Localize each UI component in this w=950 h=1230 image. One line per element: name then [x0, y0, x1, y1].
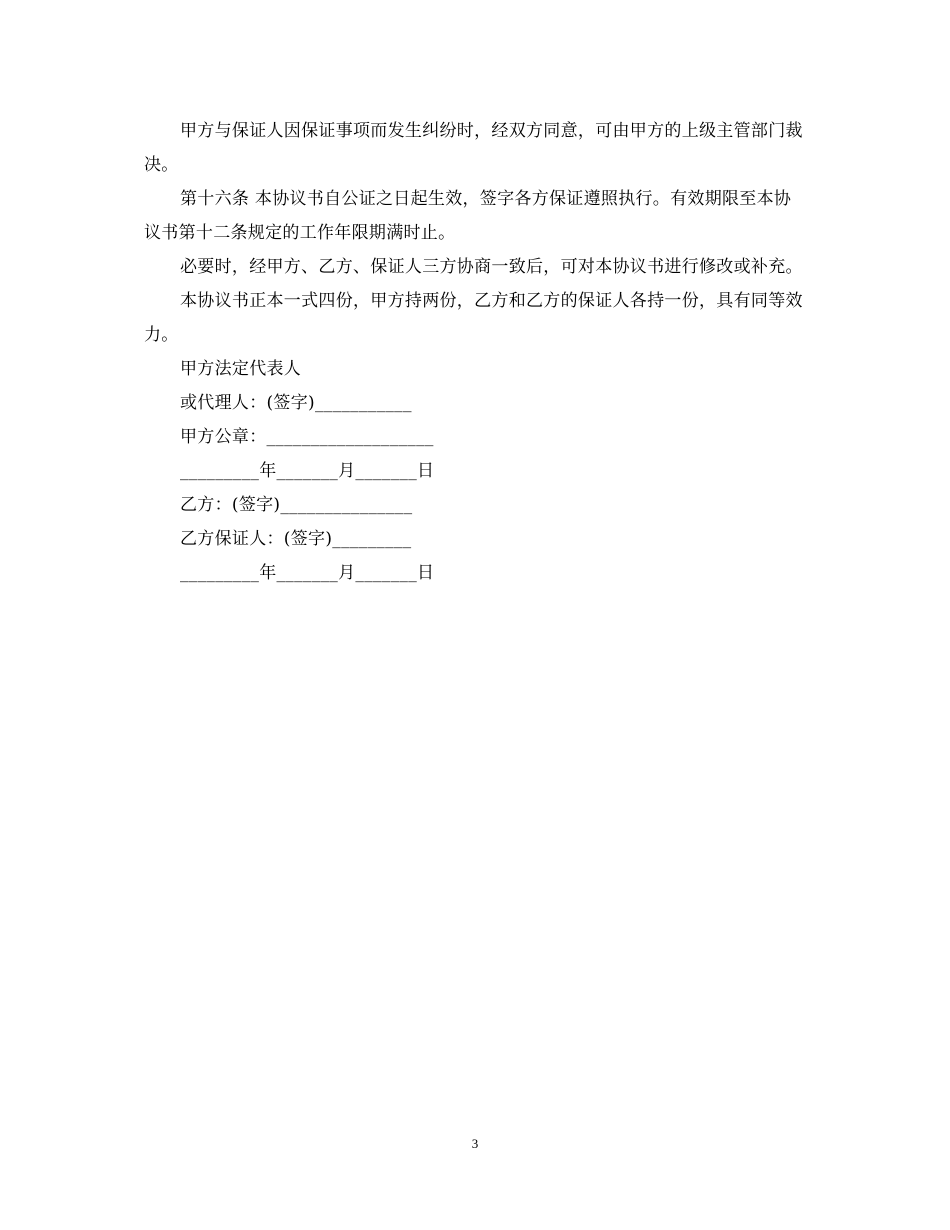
- party-a-seal-line: 甲方公章：___________________: [180, 427, 434, 447]
- page-number: 3: [471, 1136, 479, 1151]
- party-a-date-line: _________年_______月_______日: [180, 461, 435, 481]
- paragraph-article-16: 第十六条 本协议书自公证之日起生效，签字各方保证遵照执行。有效期限至本协议书第十二条规定的工作年限期满时止。: [144, 189, 792, 243]
- paragraph-amendment: 必要时，经甲方、乙方、保证人三方协商一致后，可对本协议书进行修改或补充。: [180, 257, 803, 277]
- party-b-signature-line: 乙方：(签字)_______________: [180, 495, 413, 515]
- party-b-guarantor-signature-line: 乙方保证人：(签字)_________: [180, 529, 412, 549]
- paragraph-copies: 本协议书正本一式四份，甲方持两份，乙方和乙方的保证人各持一份，具有同等效力。: [144, 291, 803, 345]
- party-a-agent-signature-line: 或代理人：(签字)___________: [180, 393, 412, 413]
- paragraph-dispute-resolution: 甲方与保证人因保证事项而发生纠纷时，经双方同意，可由甲方的上级主管部门裁决。: [144, 121, 803, 175]
- party-a-legal-representative-label: 甲方法定代表人: [180, 359, 302, 379]
- party-b-date-line: _________年_______月_______日: [180, 563, 435, 583]
- document-body: [144, 114, 806, 590]
